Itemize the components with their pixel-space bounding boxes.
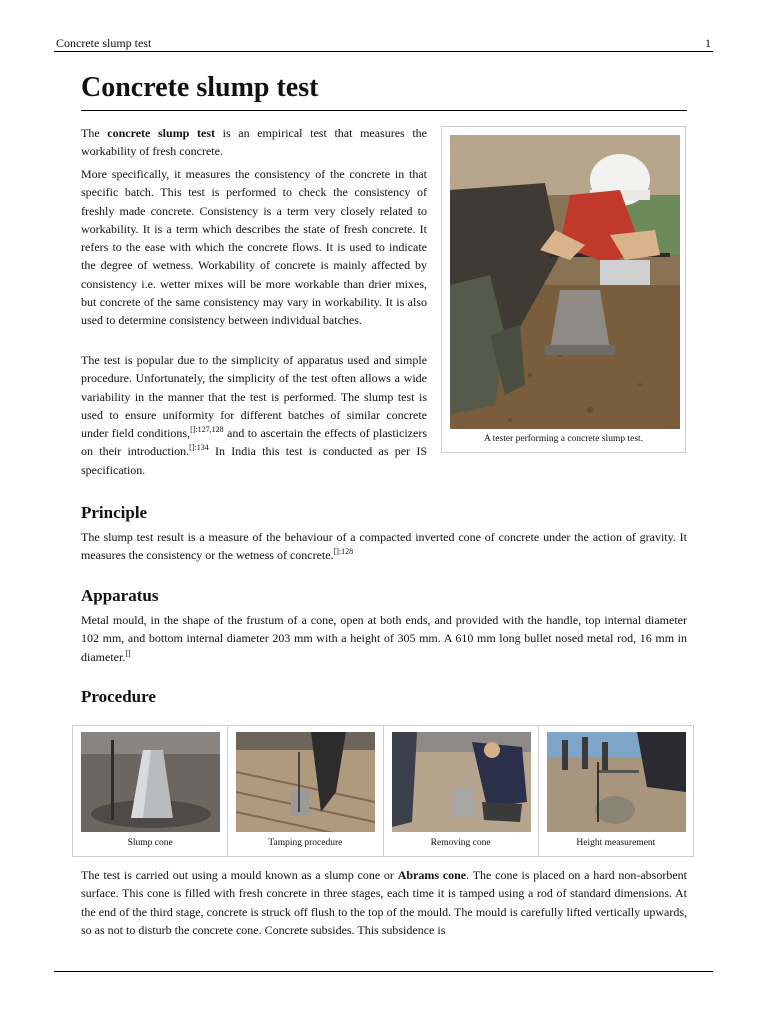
procedure-text-a: The test is carried out using a mould known as a slump cone or <box>81 868 398 882</box>
apparatus-text: Metal mould, in the shape of the frustum of a cone, open at both ends, and provided with the handle, top internal diameter 102 mm, and bottom internal diameter 203 mm with a height of 305 mm. A 610 mm long bullet nosed metal rod, 16 mm in diameter. <box>81 613 687 664</box>
procedure-text-b: . The cone is placed on a hard non-absorbent surface. This cone is filled with fresh concrete in three stages, each time it is tamped using a rod of standard dimensions. At the end of the third stage, concrete is struck off flush to the top of the mould. The mould is carefully lifted vertically upwards, so as not to disturb the concrete cone. Concrete subsides. This subsidence is <box>81 868 687 937</box>
gallery-image-removing-cone[interactable] <box>392 732 531 832</box>
gallery-item <box>384 726 539 856</box>
procedure-term: Abrams cone <box>397 868 467 882</box>
gallery-caption: Height measurement <box>576 838 656 848</box>
intro-p1-lead: The <box>81 126 108 140</box>
gallery-caption: Slump cone <box>127 838 173 848</box>
gallery-image-tamping[interactable] <box>236 732 375 832</box>
principle-paragraph <box>81 528 687 565</box>
running-header <box>54 36 713 52</box>
intro-p1-rest: is an empirical test that measures the workability of fresh concrete. <box>81 126 428 159</box>
intro-p3-a: The test is popular due to the simplicity of apparatus used and simple procedure. Unfortunately, the simplicity of the test often allows a wide variability in the manner that the test is performed. The slump test is used to ensure uniformity for different batches of similar concrete under field conditions, <box>81 353 427 441</box>
page-title: Concrete slump test <box>81 70 687 111</box>
citation-ref[interactable]: [] <box>125 648 131 658</box>
gallery-item <box>539 726 693 856</box>
figure-caption: A tester performing a concrete slump test. <box>483 434 644 444</box>
citation-ref[interactable]: []:128 <box>333 547 354 557</box>
section-heading-apparatus: Apparatus <box>81 586 159 605</box>
procedure-paragraph <box>81 866 687 939</box>
gallery-image-slump-cone[interactable] <box>81 732 220 832</box>
intro-p3-b: and to ascertain the effects of plasticizers on their introduction. <box>81 426 427 459</box>
footer-rule <box>54 971 713 972</box>
running-title: Concrete slump test <box>56 36 152 50</box>
procedure-gallery <box>72 725 694 857</box>
tamping-illustration <box>236 732 375 832</box>
figure-slump-test <box>441 126 686 453</box>
citation-ref[interactable]: []:134 <box>189 443 209 453</box>
section-heading-principle: Principle <box>81 503 148 522</box>
slump-cone-illustration <box>81 732 220 832</box>
photo-tester-slump-test[interactable] <box>450 135 680 429</box>
citation-ref[interactable]: []:127,128 <box>190 425 224 435</box>
apparatus-paragraph <box>81 611 687 666</box>
intro-paragraph-3 <box>81 351 427 479</box>
gallery-image-height-measurement[interactable] <box>547 732 686 832</box>
intro-p3-c: In India this test is conducted as per IS specification. <box>81 444 427 477</box>
photo-illustration <box>450 135 680 429</box>
gallery-item <box>73 726 228 856</box>
gallery-item <box>228 726 383 856</box>
section-heading-procedure: Procedure <box>81 687 156 706</box>
intro-paragraph-2: More specifically, it measures the consistency of the concrete in that specific batch. This test is performed to check the consistency of freshly made concrete. Consistency is a term very closely related to workability. It is a term which describes the state of fresh concrete. It refers to the ease with which the concrete flows. It is used to indicate the degree of wetness. Workability of concrete is mainly affected by consistency i.e. wetter mixes will be more workable than drier mixes, but concrete of the same consistency may vary in workability. It is also used to determine consistency between individual batches. <box>81 167 427 328</box>
intro-p1-term: concrete slump test <box>107 126 215 140</box>
gallery-caption: Tamping procedure <box>268 838 343 848</box>
removing-cone-illustration <box>392 732 531 832</box>
intro-paragraph-1 <box>81 124 427 161</box>
page-number: 1 <box>705 36 711 50</box>
height-measurement-illustration <box>547 732 686 832</box>
principle-text: The slump test result is a measure of the behaviour of a compacted inverted cone of concrete under the action of gravity. It measures the consistency or the wetness of concrete. <box>81 530 687 563</box>
gallery-caption: Removing cone <box>430 838 491 848</box>
